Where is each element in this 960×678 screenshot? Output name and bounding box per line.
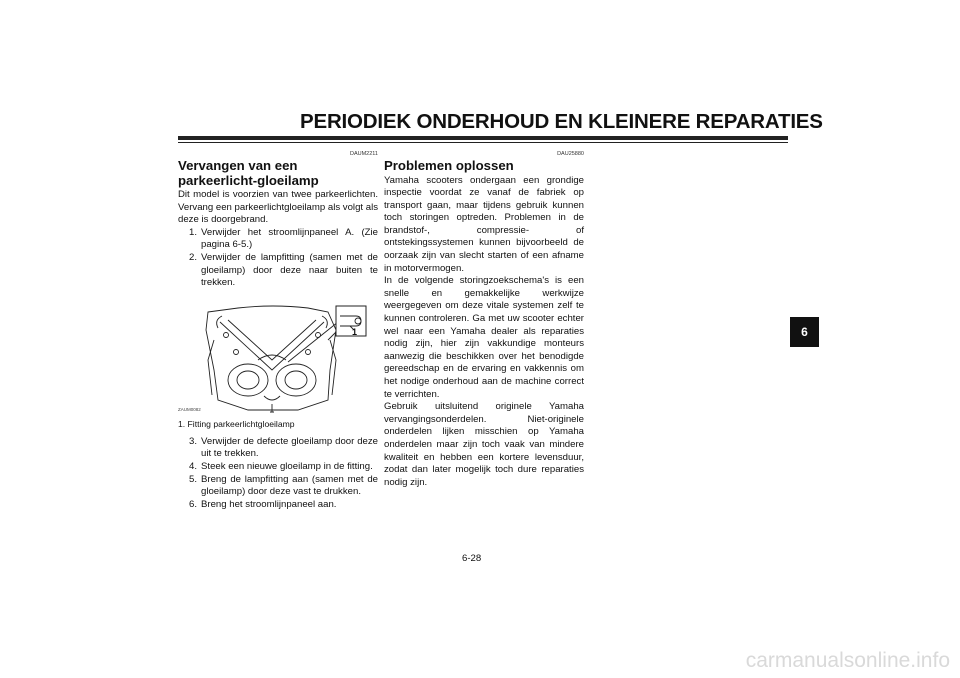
step-number: 6. (188, 498, 197, 510)
section-code: DAU25880 (557, 151, 584, 157)
step-text: Breng de lampfitting aan (samen met de gloeilamp) door deze vast te drukken. (201, 473, 378, 498)
step-text: Verwijder het stroomlijnpaneel A. (Zie pagina 6-5.) (201, 226, 378, 251)
troubleshooting-paragraph-3: Gebruik uitsluitend originele Yamaha vervangingsonderdelen. Niet-originele onderdelen lijken misschien op Yamaha onderdelen maar zijn toch vaak van mindere kwaliteit en hebben een kortere levensduur, zodat dan later mogelijk toch dure reparaties nodig zijn. (384, 401, 584, 488)
step-number: 3. (188, 435, 197, 447)
step-item (178, 461, 378, 474)
watermark: carmanualsonline.info (745, 649, 950, 672)
step-item (178, 252, 378, 290)
step-number: 2. (188, 251, 197, 263)
left-column (178, 151, 378, 511)
step-text: Verwijder de lampfitting (samen met de gloeilamp) door deze naar buiten te trekken. (201, 251, 378, 289)
figure-code: ZAUM0082 (178, 406, 201, 412)
section-code: DAUM2211 (349, 151, 378, 157)
steps-list-a (178, 227, 378, 290)
step-item (178, 227, 378, 252)
figure-caption: 1. Fitting parkeerlichtgloeilamp (178, 418, 295, 429)
figure-callout-1: 1 (352, 326, 358, 337)
steps-list-b (178, 436, 378, 512)
header-rule-thin (178, 142, 788, 143)
troubleshooting-paragraph-1: Yamaha scooters ondergaan een grondige inspectie voordat ze vanaf de fabriek op transport gaan, maar tijdens gebruik kunnen toch storingen optreden. Problemen in de brandstof-, compressie- of ontstekingssystemen kunnen bijvoorbeeld de oorzaak zijn van slecht starten of een afname in motorvermogen. (384, 174, 584, 274)
chapter-tab: 6 (790, 317, 819, 347)
section-heading-troubleshooting: Problemen oplossen (384, 158, 514, 173)
step-item (178, 499, 378, 512)
step-number: 4. (188, 460, 197, 472)
right-column (384, 151, 584, 489)
troubleshooting-paragraph-2: In de volgende storingzoekschema's is een snelle en gemakkelijke werkwijze weergegeven om deze vitale systemen zelf te kunnen controleren. Ga met uw scooter echter wel naar een Yamaha dealer als reparaties nodig zijn, hier zijn vakkundige monteurs aanwezig die beschikken over het benodigde gereedschap en de ervaring en vakkennis om het nodige onderhoud aan de machine correct te verrichten. (384, 275, 584, 400)
headlight-figure (178, 300, 372, 418)
page-number: 6-28 (462, 553, 482, 564)
step-number: 5. (188, 473, 197, 485)
step-item (178, 474, 378, 499)
scooter-front-illustration (178, 300, 372, 418)
step-text: Steek een nieuwe gloeilamp in de fitting. (201, 460, 373, 472)
step-text: Verwijder de defecte gloeilamp door deze uit te trekken. (201, 435, 378, 460)
step-text: Breng het stroomlijnpaneel aan. (201, 498, 337, 510)
page-header-title: PERIODIEK ONDERHOUD EN KLEINERE REPARATIES (300, 110, 823, 133)
intro-paragraph: Dit model is voorzien van twee parkeerlichten. Vervang een parkeerlichtgloeilamp als volgt als deze is doorgebrand. (178, 189, 378, 226)
step-item (178, 436, 378, 461)
header-rule-thick (178, 136, 788, 140)
step-number: 1. (188, 226, 197, 238)
section-heading-parking-light: Vervangen van een parkeerlicht-gloeilamp (178, 158, 319, 188)
